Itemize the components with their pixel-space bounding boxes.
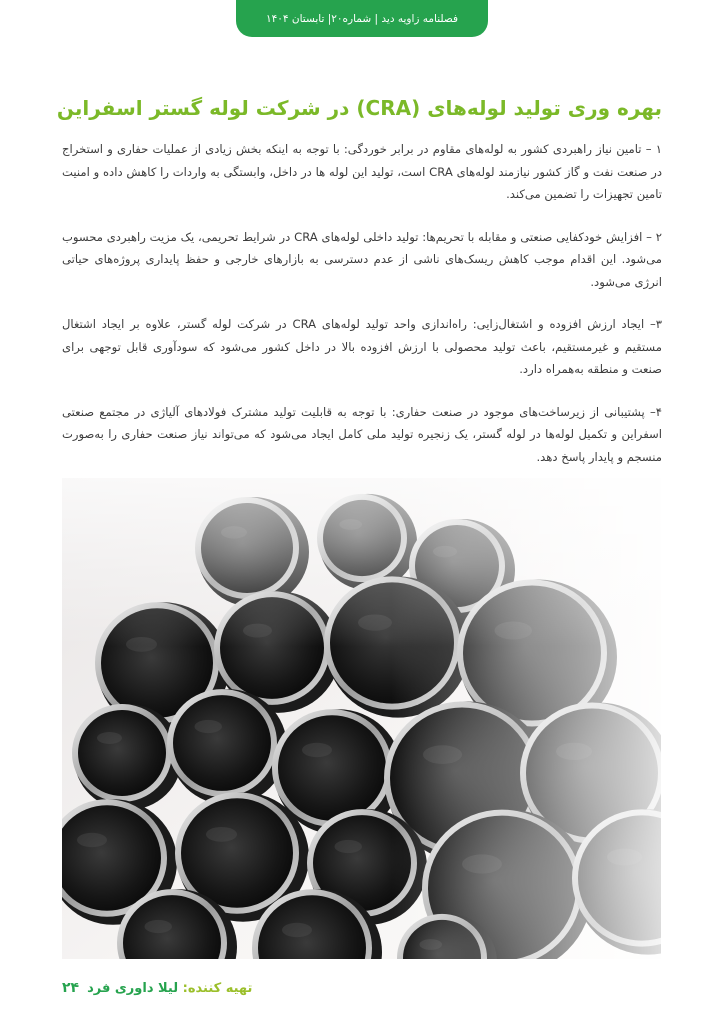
article-body <box>62 138 662 488</box>
paragraph-3: ۳– ایجاد ارزش افزوده و اشتغال‌زایی: راه‌اندازی واحد تولید لوله‌های CRA در شرکت لوله گستر، علاوه بر ایجاد اشتغال مستقیم و غیرمستقیم، باعث تولید محصولی با ارزش افزوده بالا در داخل کشور می‌شود که سودآوری قابل توجهی برای صنعت و منطقه به‌همراه دارد. <box>62 317 662 376</box>
steel-pipes-photo <box>62 478 661 959</box>
steel-pipes-illustration <box>62 478 661 959</box>
author-credit <box>87 981 252 996</box>
paragraph-2: ۲ – افزایش خودکفایی صنعتی و مقابله با تحریم‌ها: تولید داخلی لوله‌های CRA در شرایط تحریمی، یک مزیت راهبردی محسوب می‌شود. این اقدام موجب کاهش ریسک‌های ناشی از عدم دسترسی به بازارهای خارجی و حفظ پایداری پروژه‌های حیاتی انرژی می‌شود. <box>62 229 662 289</box>
page-number: ۲۴ <box>62 980 80 996</box>
article-title: بهره وری تولید لوله‌های (CRA) در شرکت لوله گستر اسفراین <box>56 96 662 120</box>
footer <box>62 976 252 1000</box>
header-tab <box>236 0 488 37</box>
paragraph-4: ۴– پشتیبانی از زیرساخت‌های موجود در صنعت حفاری: با توجه به قابلیت تولید مشترک فولادهای آلیاژی در مجتمع صنعتی اسفراین و تکمیل لوله‌ها در لوله گستر، یک زنجیره تولید ملی کامل ایجاد می‌شود که می‌تواند نیاز صنعت حفاری را به‌صورت منسجم و پایدار پاسخ دهد. <box>62 404 662 464</box>
paragraph-1: ۱ – تامین نیاز راهبردی کشور به لوله‌های مقاوم در برابر خوردگی: با توجه به اینکه بخش زیادی از عملیات حفاری و استخراج در صنعت نفت و گاز کشور نیازمند لوله‌های CRA است، تولید این لوله ها در داخل، وابستگی به واردات را کاهش داده و امنیت تامین تجهیزات را تضمین می‌کند. <box>62 142 662 201</box>
header-text: فصلنامه زاویه دید | شماره۲۰| تابستان ۱۴۰۴ <box>265 12 459 25</box>
author-name: لیلا داوری فرد <box>87 980 179 996</box>
author-label: تهیه کننده: <box>182 980 253 996</box>
